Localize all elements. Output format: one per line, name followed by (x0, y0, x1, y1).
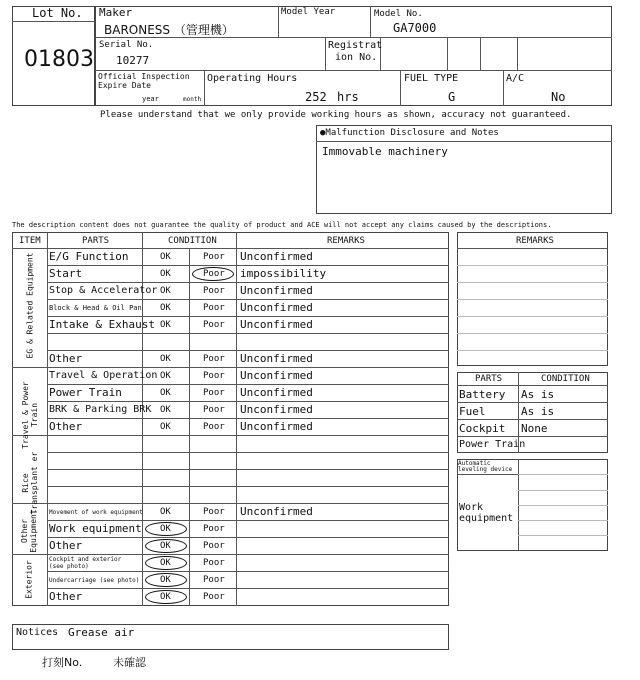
part-power-train: Power Train (49, 386, 122, 399)
stamp-label: 打刻No. (42, 656, 83, 669)
group-rice: Rice Transplant er (21, 451, 39, 515)
remark: Unconfirmed (240, 301, 313, 314)
lot-label: Lot No. (32, 6, 83, 20)
poor-label: Poor (203, 422, 225, 432)
stamp-value: 未確認 (113, 656, 146, 669)
part-travel-op: Travel & Operation (49, 370, 158, 381)
poor-label: Poor (203, 558, 225, 568)
inspection-label-2: Expire Date (98, 81, 151, 90)
part-undercarriage: Undercarriage (see photo) (49, 577, 140, 584)
notices-label: Notices (16, 627, 59, 638)
part-eg-function: E/G Function (49, 250, 129, 263)
year-label: year (142, 95, 159, 103)
right-part-power-train: Power Train (459, 439, 526, 450)
poor-label: Poor (203, 388, 225, 398)
hours-notice: Please understand that we only provide working hours as shown, accuracy not guaranteed. (100, 110, 572, 120)
poor-label: Poor (203, 320, 225, 330)
right-part-fuel: Fuel (459, 405, 486, 418)
fuel-value: G (448, 90, 456, 104)
selected-ok-mark (145, 556, 187, 570)
poor-label: Poor (203, 541, 225, 551)
ok-label: OK (160, 303, 171, 313)
poor-label: Poor (203, 371, 225, 381)
right-part-cockpit: Cockpit (459, 422, 506, 435)
hours-value: 252 (305, 90, 327, 104)
header-item: ITEM (19, 236, 41, 246)
ok-label: OK (160, 371, 171, 381)
part-stop-accel: Stop & Accelerator (49, 285, 158, 296)
registration-label: Registrat (328, 40, 383, 51)
poor-label: Poor (203, 354, 225, 364)
part-equip-other: Other (49, 539, 83, 552)
ok-label: OK (160, 269, 171, 279)
part-start: Start (49, 267, 83, 280)
ok-label: OK (160, 541, 171, 551)
serial-label: Serial No. (99, 40, 154, 50)
right-cond-cockpit: None (521, 422, 548, 435)
group-eg: EG & Related Equipment (25, 252, 35, 359)
remark: impossibility (240, 267, 327, 280)
ok-label: OK (160, 252, 171, 262)
right-cond-battery: As is (521, 388, 555, 401)
disclaimer: The description content does not guarantee the quality of product and ACE will not accept any claims caused by the descriptions. (12, 221, 552, 229)
selected-poor-mark (192, 267, 234, 281)
remark: Unconfirmed (240, 352, 313, 365)
part-cockpit-ext: Cockpit and exterior (see photo) (49, 556, 122, 570)
poor-label: Poor (203, 575, 225, 585)
remark: Unconfirmed (240, 420, 313, 433)
selected-ok-mark (145, 522, 187, 536)
ok-label: OK (160, 575, 171, 585)
selected-ok-mark (145, 539, 187, 553)
maker-label: Maker (99, 6, 133, 19)
group-other: Other Equipment (20, 509, 38, 553)
maker-value: BARONESS （管理機） (104, 23, 234, 37)
model-year-label: Model Year (281, 7, 336, 17)
serial-value: 10277 (116, 54, 150, 67)
ok-label: OK (160, 558, 171, 568)
right-remarks-header: REMARKS (516, 236, 554, 246)
header-remarks: REMARKS (327, 236, 365, 246)
remark: Unconfirmed (240, 403, 313, 416)
remark: Unconfirmed (240, 369, 313, 382)
malfunction-box (316, 125, 612, 214)
part-movement: Movement of work equipment (49, 509, 143, 516)
poor-label: Poor (203, 524, 225, 534)
ok-label: OK (160, 422, 171, 432)
auto-leveling-label: Automatic leveling device (458, 460, 513, 473)
header-condition: CONDITION (168, 236, 217, 246)
poor-label: Poor (203, 252, 225, 262)
work-equipment-label: Work (459, 502, 484, 513)
malfunction-text: Immovable machinery (322, 145, 448, 158)
month-label: month (183, 96, 202, 103)
ok-label: OK (160, 388, 171, 398)
poor-label: Poor (203, 507, 225, 517)
part-block-head: Block & Head & Oil Pan (49, 304, 142, 312)
remark: Unconfirmed (240, 386, 313, 399)
part-ext-other: Other (49, 590, 83, 603)
selected-ok-mark (145, 590, 187, 604)
ac-label: A/C (506, 73, 525, 84)
malfunction-title: ●Malfunction Disclosure and Notes (320, 128, 499, 138)
right-parts-header: PARTS (475, 374, 503, 384)
group-travel: Travel & Power Train (21, 381, 39, 449)
part-work-equip: Work equipment (49, 522, 142, 535)
ok-label: OK (160, 286, 171, 296)
selected-ok-mark (145, 573, 187, 587)
work-equipment-label-2: equipment (459, 513, 514, 524)
poor-label: Poor (203, 592, 225, 602)
right-cond-fuel: As is (521, 405, 555, 418)
group-exterior: Exterior (24, 560, 34, 599)
part-travel-other: Other (49, 420, 83, 433)
remark: Unconfirmed (240, 505, 313, 518)
part-eg-other: Other (49, 352, 83, 365)
poor-label: Poor (203, 405, 225, 415)
fuel-label: FUEL TYPE (404, 73, 459, 84)
right-part-battery: Battery (459, 388, 506, 401)
inspection-label: Official Inspection (98, 72, 190, 81)
remark: Unconfirmed (240, 250, 313, 263)
ac-value: No (551, 90, 566, 104)
remark: Unconfirmed (240, 318, 313, 331)
poor-label: Poor (203, 303, 225, 313)
right-condition-header: CONDITION (541, 374, 590, 384)
header-parts: PARTS (82, 236, 110, 246)
remark: Unconfirmed (240, 284, 313, 297)
ok-label: OK (160, 354, 171, 364)
model-no-label: Model No. (374, 9, 423, 19)
ok-label: OK (160, 507, 171, 517)
part-brk: BRK & Parking BRK (49, 404, 152, 415)
model-no-value: GA7000 (393, 21, 437, 35)
poor-label: Poor (203, 269, 225, 279)
notices-text: Grease air (68, 626, 135, 639)
lot-number: 01803 (24, 47, 94, 72)
hours-unit: hrs (337, 90, 359, 104)
part-intake: Intake & Exhaust (49, 318, 155, 331)
ok-label: OK (160, 320, 171, 330)
registration-label-2: ion No. (335, 52, 378, 63)
hours-label: Operating Hours (207, 73, 298, 84)
poor-label: Poor (203, 286, 225, 296)
ok-label: OK (160, 524, 171, 534)
ok-label: OK (160, 405, 171, 415)
ok-label: OK (160, 592, 171, 602)
